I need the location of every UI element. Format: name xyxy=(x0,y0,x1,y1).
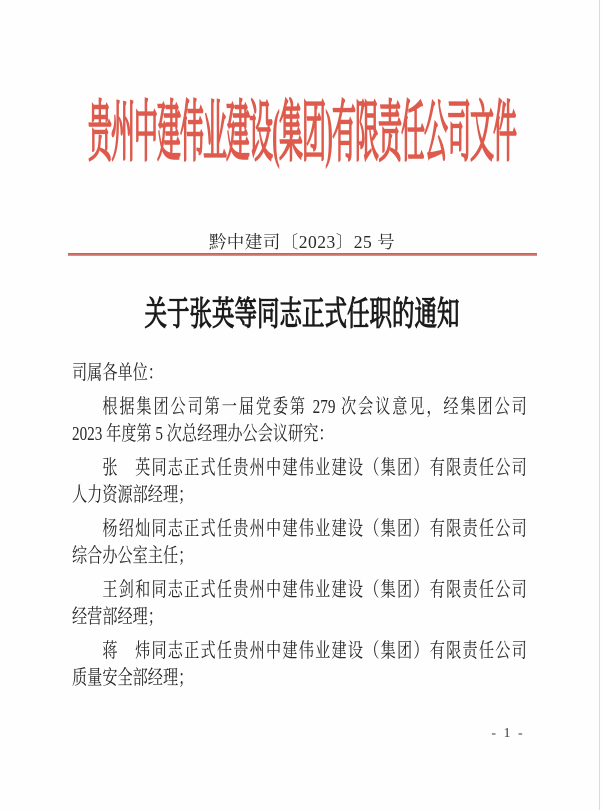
document-title: 关于张英等同志正式任职的通知 xyxy=(144,296,460,333)
text-line: 杨绍灿同志正式任贵州中建伟业建设（集团）有限责任公司 xyxy=(102,518,527,540)
text-line: 人力资源部经理； xyxy=(72,484,194,506)
red-separator-line xyxy=(68,253,537,256)
text-line: 2023 年度第 5 次总经理办公会议研究： xyxy=(72,423,334,445)
body-paragraph xyxy=(72,516,527,570)
text-line: 根据集团公司第一届党委第 279 次会议意见，经集团公司 xyxy=(102,396,527,418)
text-line: 张 英同志正式任贵州中建伟业建设（集团）有限责任公司 xyxy=(102,457,527,479)
document-body xyxy=(72,360,527,699)
text-line: 经营部经理； xyxy=(72,606,163,628)
letterhead-title: 贵州中建伟业建设(集团)有限责任公司文件 xyxy=(88,99,516,172)
body-paragraph xyxy=(72,638,527,692)
body-paragraph xyxy=(72,577,527,631)
text-line: 综合办公室主任； xyxy=(72,545,194,567)
document-number: 黔中建司〔2023〕25 号 xyxy=(208,232,396,252)
text-line: 蒋 炜同志正式任贵州中建伟业建设（集团）有限责任公司 xyxy=(102,640,527,662)
salutation-paragraph xyxy=(72,360,527,387)
text-line: 王剑和同志正式任贵州中建伟业建设（集团）有限责任公司 xyxy=(102,579,527,601)
salutation: 司属各单位： xyxy=(72,362,163,384)
body-paragraph xyxy=(72,394,527,448)
body-paragraph xyxy=(72,455,527,509)
page-number: - 1 - xyxy=(491,726,525,741)
text-line: 质量安全部经理； xyxy=(72,667,194,689)
